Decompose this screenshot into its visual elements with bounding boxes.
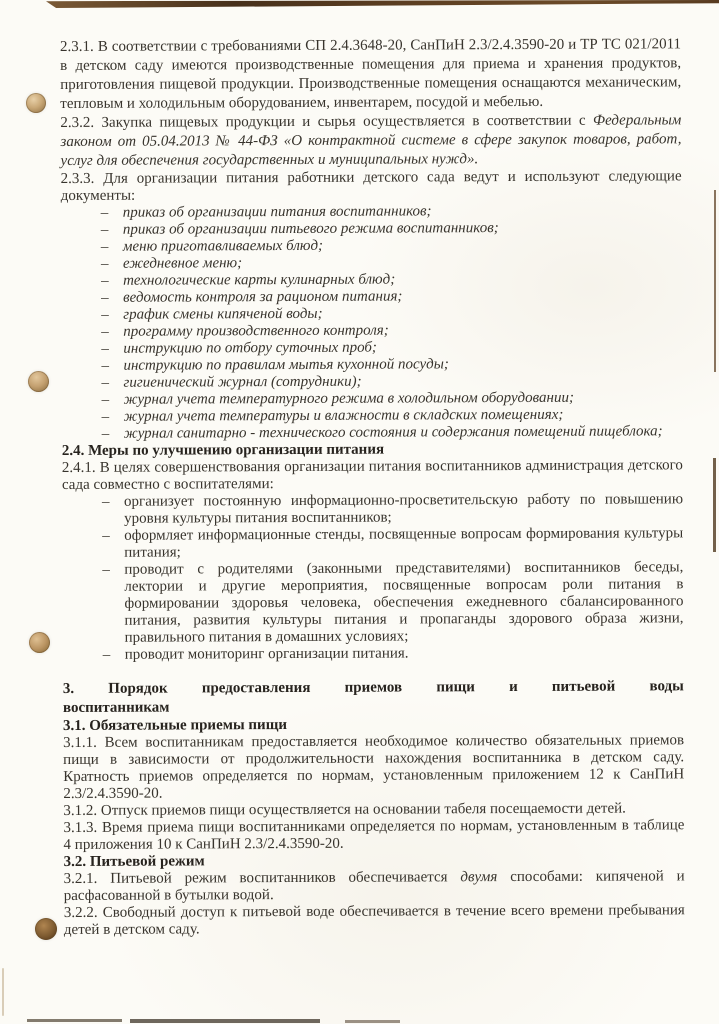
paragraph-3-2-1-normal2: способами: кипяченой и расфасованной в бутылки водой. [63,868,685,904]
paragraph-3-2-1 [64,868,685,905]
list-item-text: инструкцию по отбору суточных проб; [123,339,377,357]
dash-bullet: – [100,238,109,255]
list-item-text: технологические карты кулинарных блюд; [123,271,396,289]
list-item-text: организует постоянную информационно-просветительскую работу по повышению уровня культуры питания воспитанников; [123,491,684,527]
dash-bullet: – [100,221,109,238]
dash-bullet: – [101,272,109,289]
list-item-text: ведомость контроля за рационом питания; [123,288,403,306]
heading-3 [63,677,684,718]
page-top-edge-artifact [46,0,719,8]
list-item-text: гигиенический журнал (сотрудники); [123,373,362,391]
list-item-text: инструкцию по правилам мытья кухонной посуды; [123,356,449,374]
list-item [62,525,683,562]
list-item [62,559,683,647]
binder-hole-1 [26,93,46,113]
dash-bullet: – [102,561,110,578]
dash-bullet: – [101,323,109,340]
document-text-block [60,35,685,939]
page-bottom-edge-artifact-3 [345,1020,400,1023]
dash-bullet: – [100,255,109,272]
dash-bullet: – [102,646,111,663]
page-right-edge-artifact-2 [713,458,716,552]
binder-hole-2 [28,371,49,392]
paragraph-2-3-1: 2.3.1. В соответствии с требованиями СП 2.4.3648-20, СанПиН 2.3/2.4.3590-20 и ТР ТС 021/2011 в детском саду имеются производственные помещения для приема и хранения продуктов, приготовления пищевой продукции. Производственные помещения оснащаются механическим, тепловым и холодильным оборудованием, инвентарем, посудой и мебелью. [60,36,682,112]
list-item-text: программу производственного контроля; [123,322,389,340]
dash-bullet: – [101,391,110,408]
dash-bullet: – [101,340,109,357]
measures-list [62,491,684,664]
page-bottom-edge-artifact-1 [27,1019,122,1022]
heading-3-1: 3.1. Обязательные приемы пищи [62,717,288,734]
paragraph-3-2-2: 3.2.2. Свободный доступ к питьевой воде обеспечивается в течение всего времени пребывания детей в детском саду. [63,902,685,938]
dash-bullet: – [101,408,110,425]
list-item-text: проводит с родителями (законными представителями) воспитанников беседы, лектории и другие мероприятия, посвященные вопросам роли питания в формировании здоровья человека, обеспечения ежедневного сбалансированного питания, развития культуры питания и пропаганды здорового образа жизни, правильного питания в домашних условиях; [124,559,684,646]
paragraph-2-3-2-law-reference: Федеральным законом от 05.04.2013 № 44-ФЗ «О контрактной системе в сфере закупок товаров, работ, услуг для обеспечения государственных и муниципальных нужд». [60,112,682,169]
list-item-text: приказ об организации питьевого режима воспитанников; [122,220,499,238]
heading-2-4: 2.4. Меры по улучшению организации питания [61,441,385,459]
dash-bullet: – [100,204,109,221]
paragraph-3-1-3: 3.1.3. Время приема пищи воспитанниками определяется по нормам, установленным в таблице 4 приложения 10 к СанПиН 2.3/2.4.3590-20. [63,817,685,853]
list-item [63,644,684,664]
binder-hole-4 [35,918,57,940]
list-item-text: оформляет информационные стенды, посвященные вопросам формирования культуры питания; [124,525,684,561]
paragraph-2-4-1: 2.4.1. В целях совершенствования организации питания воспитанников администрация детского сада совместно с воспитателями: [61,457,683,493]
list-item [62,423,683,443]
paragraph-3-1-1: 3.1.1. Всем воспитанникам предоставляется необходимое количество обязательных приемов пищи в зависимости от продолжительности нахождения воспитанника в детском саду. Кратность приемов определяется по нормам, установленным приложением 12 к СанПиН 2.3/2.4.3590-20. [63,732,685,802]
dash-bullet: – [101,493,110,510]
paragraph-3-2-1-emphasis: двумя [460,869,498,886]
heading-3-line2: воспитанникам [62,699,170,716]
dash-bullet: – [101,357,109,374]
list-item-text: ежедневное меню; [122,255,243,272]
list-item [62,491,683,528]
list-item-text: проводит мониторинг организации питания. [124,645,409,663]
page-bottom-edge-artifact-2 [130,1019,320,1023]
list-item-text: журнал учета температурного режима в холодильном оборудовании; [123,389,575,408]
paragraph-2-3-2-normal: 2.3.2. Закупка пищевых продукции и сырья осуществляется в соответствии с [60,112,594,131]
heading-3-2: 3.2. Питьевой режим [63,853,205,870]
list-item-text: приказ об организации питания воспитанников; [122,203,432,221]
binder-hole-3 [29,632,50,653]
paragraph-3-2-1-normal1: 3.2.1. Питьевой режим воспитанников обеспечивается [63,869,461,887]
page-left-edge-artifact [2,968,4,1016]
heading-3-line1: 3. Порядок предоставления приемов пищи и питьевой воды [62,678,684,697]
paragraph-3-1-2: 3.1.2. Отпуск приемов пищи осуществляется на основании табеля посещаемости детей. [63,800,626,819]
list-item-text: меню приготавливаемых блюд; [122,237,324,255]
paragraph-2-3-2 [60,111,681,171]
dash-bullet: – [101,374,110,391]
page-right-edge-artifact-1 [714,190,716,372]
paragraph-2-3-3: 2.3.3. Для организации питания работники детского сада ведут и используют следующие документы: [60,168,682,204]
list-item-text: график смены кипяченой воды; [123,305,323,323]
dash-bullet: – [101,306,109,323]
list-item-text: журнал учета температуры и влажности в складских помещениях; [123,406,564,425]
list-item-text: журнал санитарно - технического состояния и содержания помещений пищеблока; [123,423,663,442]
dash-bullet: – [101,425,110,442]
dash-bullet: – [101,289,109,306]
dash-bullet: – [102,527,110,544]
documents-list [61,202,683,443]
